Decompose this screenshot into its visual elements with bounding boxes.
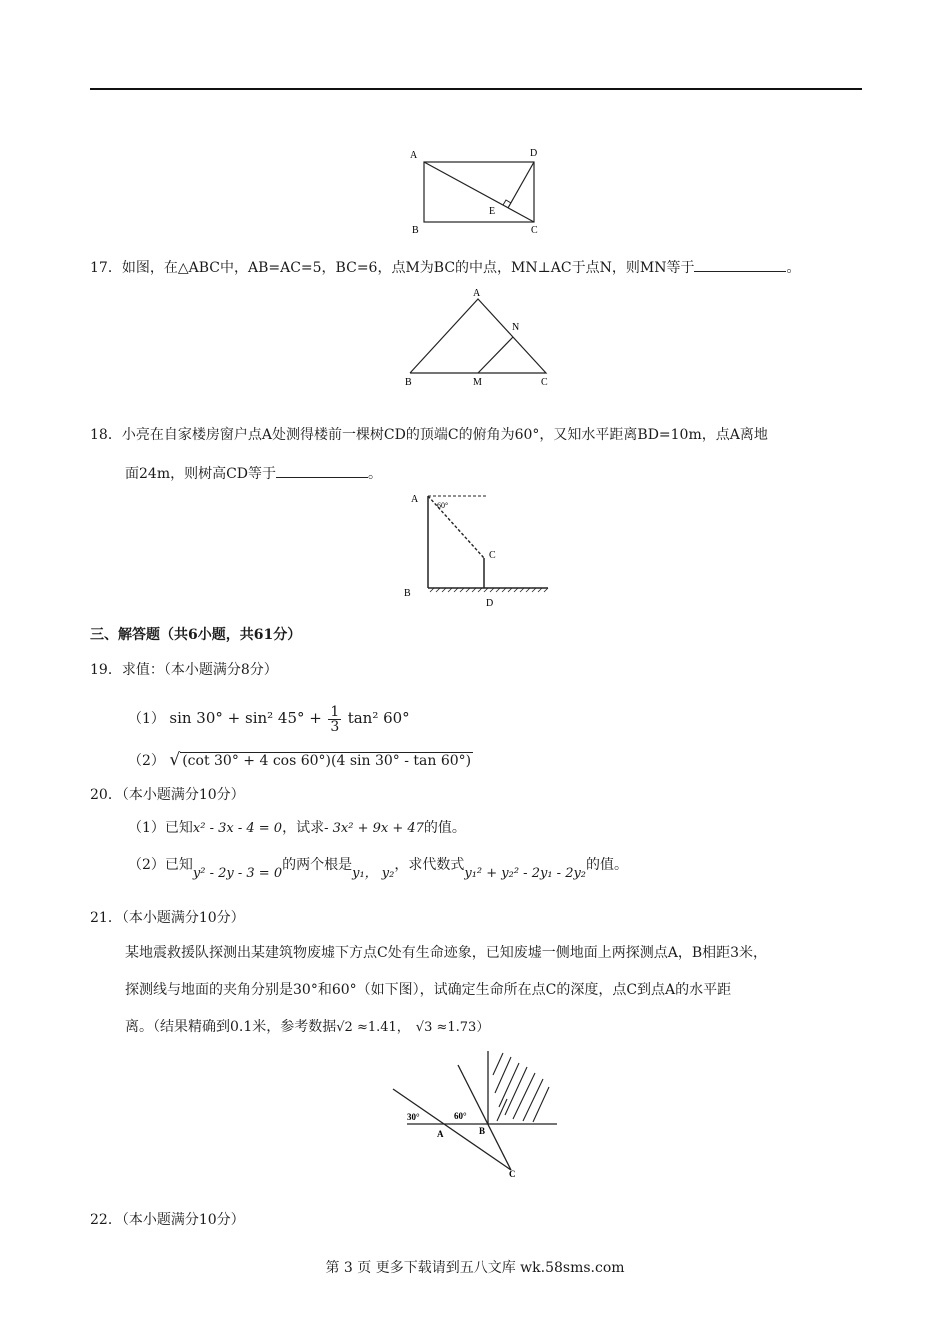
q20-p1-b: ，试求	[282, 820, 325, 836]
figure-building-tree	[400, 488, 555, 610]
q19-frac-den: 3	[330, 718, 340, 735]
q19-part2	[128, 750, 473, 771]
fig18-label-c: C	[489, 550, 496, 561]
q21-sqrt2: √2 ≈1.41，	[336, 1020, 410, 1035]
q20-part2	[128, 855, 629, 881]
q17-number: 17．	[90, 260, 122, 276]
fig16-label-b: B	[412, 225, 419, 236]
q20-p2-a: （2）已知	[128, 857, 193, 873]
question-21	[90, 908, 245, 928]
q21-title: （本小题满分10分）	[121, 910, 245, 926]
q19-part1	[128, 700, 410, 737]
figure-rescue-detection	[385, 1045, 560, 1180]
q18-number: 18．	[90, 427, 122, 443]
sqrt-icon: √	[169, 750, 181, 770]
fig21-angle-60: 60°	[454, 1111, 467, 1121]
q18-line1: 小亮在自家楼房窗户点A处测得楼前一棵树CD的顶端C的俯角为60°，又知水平距离BD=10m，点A离地	[121, 427, 768, 443]
q22-title: （本小题满分10分）	[121, 1212, 245, 1228]
fig16-label-e: E	[489, 206, 496, 217]
fig17-label-m: M	[473, 377, 482, 388]
fig16-label-a: A	[410, 150, 418, 161]
q20-number: 20．	[90, 787, 122, 803]
fig21-angle-30: 30°	[407, 1112, 420, 1122]
fig18-label-b: B	[404, 588, 411, 599]
question-18-line1	[90, 425, 768, 445]
q22-number: 22．	[90, 1212, 122, 1228]
fig21-label-b: B	[479, 1126, 486, 1136]
fig21-label-c: C	[509, 1169, 516, 1179]
question-19	[90, 660, 278, 680]
q20-p1-equation: x² - 3x - 4 = 0	[192, 821, 283, 836]
q19-p1-label: （1）	[128, 711, 165, 727]
q21-line2: 探测线与地面的夹角分别是30°和60°（如下图），试确定生命所在点C的深度，点C到点A的水平距	[125, 982, 732, 998]
q21-number: 21．	[90, 910, 122, 926]
q19-p1-fraction	[328, 705, 341, 734]
q20-p1-a: （1）已知	[128, 820, 193, 836]
q18-line2: 面24m，则树高CD等于	[125, 466, 277, 482]
q19-title: 求值：（本小题满分8分）	[121, 662, 278, 678]
q21-line3	[125, 1017, 489, 1038]
q17-end: 。	[786, 260, 801, 276]
q19-number: 19．	[90, 662, 122, 678]
q20-p2-roots: y₁， y₂	[352, 866, 395, 881]
q20-part1	[128, 818, 466, 839]
q21-line1: 某地震救援队探测出某建筑物废墟下方点C处有生命迹象，已知废墟一侧地面上两探测点A，B相距3米，	[125, 945, 768, 961]
q20-p2-equation: y² - 2y - 3 = 0	[192, 866, 283, 881]
fig18-label-d: D	[486, 598, 494, 609]
fig17-label-a: A	[473, 288, 481, 299]
fig16-label-c: C	[531, 225, 538, 236]
q19-p1-expr-b: tan² 60°	[347, 709, 410, 727]
fig17-label-n: N	[512, 322, 520, 333]
q20-title: （本小题满分10分）	[121, 787, 245, 803]
page-footer: 第 3 页 更多下载请到五八文库 wk.58sms.com	[325, 1260, 625, 1276]
q20-p2-c: ，求代数式	[394, 857, 465, 873]
question-22	[90, 1210, 245, 1230]
figure-triangle-abc	[398, 285, 558, 390]
q21-line3-text: 离。（结果精确到0.1米，参考数据	[125, 1019, 337, 1035]
question-18-line2	[125, 463, 382, 484]
q19-p1-expr-a: sin 30° + sin² 45° +	[169, 709, 322, 727]
fig17-label-b: B	[405, 377, 412, 388]
fig17-label-c: C	[541, 377, 548, 388]
q19-p2-label: （2）	[128, 753, 165, 769]
q20-p1-expression: - 3x² + 9x + 47	[324, 821, 424, 836]
header-rule	[90, 88, 862, 90]
q17-answer-blank[interactable]	[694, 257, 786, 272]
q20-p1-c: 的值。	[423, 820, 466, 836]
q20-p2-expression: y₁² + y₂² - 2y₁ - 2y₂	[464, 866, 587, 881]
figure-rectangle-abcd	[400, 140, 560, 240]
q17-text: 如图，在△ABC中，AB=AC=5，BC=6，点M为BC的中点，MN⊥AC于点N，则MN等于	[121, 260, 695, 276]
q21-sqrt3: √3 ≈1.73）	[415, 1020, 490, 1035]
fig18-label-a: A	[411, 494, 419, 505]
fig16-label-d: D	[530, 148, 538, 159]
section-3-title: 三、解答题（共6小题，共61分）	[90, 627, 302, 643]
q19-frac-num: 1	[330, 703, 340, 720]
q18-end: 。	[368, 466, 383, 482]
q20-p2-b: 的两个根是	[282, 857, 353, 873]
fig21-label-a: A	[437, 1129, 444, 1139]
q20-p2-d: 的值。	[586, 857, 629, 873]
q18-answer-blank[interactable]	[276, 463, 368, 478]
question-20	[90, 785, 245, 805]
fig18-angle: 60°	[437, 501, 449, 510]
q19-p2-expr: (cot 30° + 4 cos 60°)(4 sin 30° - tan 60°)	[182, 753, 472, 769]
question-17	[90, 257, 800, 278]
